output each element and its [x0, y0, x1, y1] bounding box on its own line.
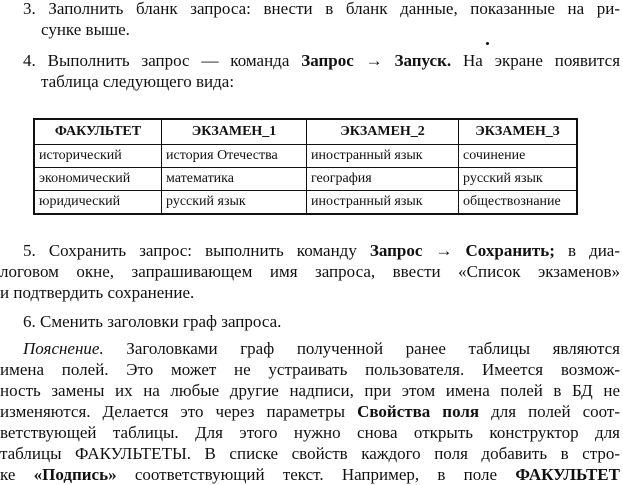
- explanation-line5: ветствующей таблицы. Для этого нужно снова открыть конструктор для: [0, 423, 620, 442]
- table-header-cell: ФАКУЛЬТЕТ: [34, 119, 162, 145]
- step5-line2: логовом окне, запрашивающем имя запроса, ввести «Список экзаменов»: [0, 262, 620, 281]
- table-header-row: [34, 119, 577, 145]
- step6-line: 6. Сменить заголовки граф запроса.: [23, 312, 282, 331]
- explanation-line6: таблицы ФАКУЛЬТЕТЫ. В списке свойств каждого поля добавить в стро-: [0, 444, 620, 463]
- explanation-text: Заголовками граф полученной ранее таблицы являются: [103, 339, 620, 358]
- table-cell: обществознание: [459, 191, 578, 215]
- step5-arrow: →: [422, 241, 466, 260]
- step3-line2: сунке выше.: [41, 20, 130, 39]
- step3-line1: 3. Заполнить бланк запроса: внести в бланк данные, показанные на ри-: [23, 0, 620, 18]
- explanation-line7: [0, 464, 620, 485]
- explanation-line4: [0, 401, 620, 422]
- table-cell: математика: [162, 168, 307, 191]
- step5-text: Сохранить запрос: выполнить команду: [48, 241, 370, 260]
- table-header-cell: ЭКЗАМЕН_1: [162, 119, 307, 145]
- explanation-line1: [0, 338, 620, 359]
- faculty-term: ФАКУЛЬТЕТ: [515, 465, 620, 484]
- table-header-cell: ЭКЗАМЕН_3: [459, 119, 578, 145]
- table-cell: иностранный язык: [307, 145, 459, 168]
- step4-arrow: →: [353, 51, 395, 70]
- explanation-text: для полей соот-: [479, 402, 620, 421]
- explanation-line2: имена полей. Это может не устраивать пользователя. Имеется возмож-: [0, 360, 620, 379]
- step5-text-end: в диа-: [554, 241, 621, 260]
- explanation-text: соответствующий текст. Например, в поле: [116, 465, 516, 484]
- caption-term: «Подпись»: [33, 465, 117, 484]
- step4-command-query: Запрос: [301, 51, 354, 70]
- table-cell: русский язык: [459, 168, 578, 191]
- table-cell: юридический: [34, 191, 162, 215]
- step4-text: Выполнить запрос — команда: [47, 51, 302, 70]
- table-row: [34, 145, 577, 168]
- step4-command-run: Запуск.: [394, 51, 452, 70]
- table-header-cell: ЭКЗАМЕН_2: [307, 119, 459, 145]
- table-row: [34, 191, 577, 215]
- table-cell: география: [307, 168, 459, 191]
- table-cell: исторический: [34, 145, 162, 168]
- table-cell: история Отечества: [162, 145, 307, 168]
- explanation-label: Пояснение.: [23, 339, 104, 358]
- step5-command-query: Запрос: [369, 241, 423, 260]
- table-cell: экономический: [34, 168, 162, 191]
- step4-line1: [0, 50, 620, 71]
- step5-command-save: Сохранить;: [465, 241, 555, 260]
- step4-number: 4.: [23, 51, 36, 70]
- explanation-text: ке: [0, 465, 34, 484]
- step5-number: 5.: [23, 241, 36, 260]
- step5-line3: и подтвердить сохранение.: [0, 283, 195, 302]
- table-cell: русский язык: [162, 191, 307, 215]
- explanation-line3: ность замены их на любые другие надписи, при этом имена полей в БД не: [0, 381, 620, 400]
- explanation-text: изменяются. Делается это через параметры: [0, 402, 358, 421]
- stray-dot: [486, 42, 489, 45]
- step4-line2: таблица следующего вида:: [41, 72, 235, 91]
- table-row: [34, 168, 577, 191]
- table-cell: иностранный язык: [307, 191, 459, 215]
- step4-text-end: На экране появится: [451, 51, 621, 70]
- exam-table: [33, 118, 578, 215]
- field-properties-term: Свойства поля: [357, 402, 480, 421]
- table-cell: сочинение: [459, 145, 578, 168]
- step5-line1: [0, 240, 620, 261]
